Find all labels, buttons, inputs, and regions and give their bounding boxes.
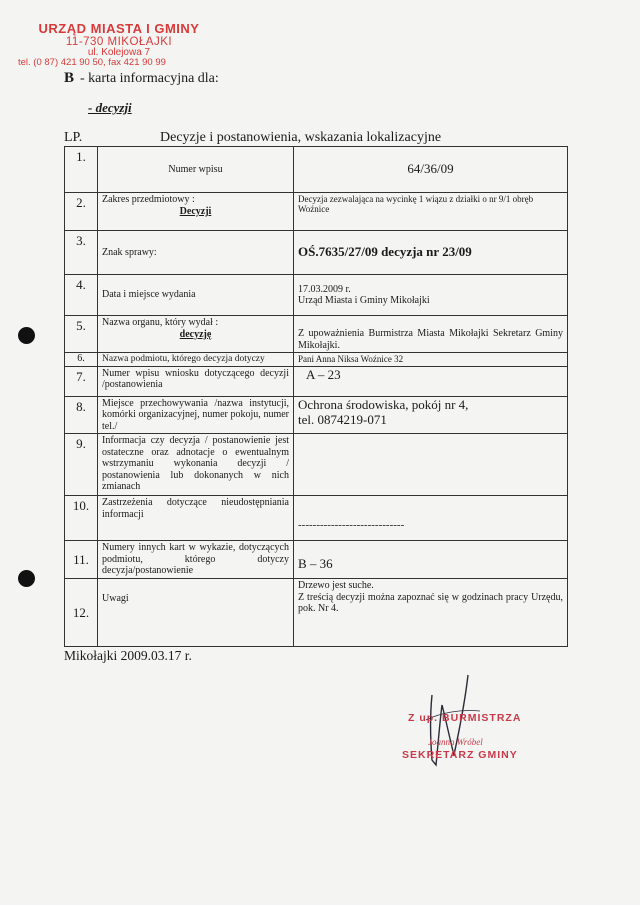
table-row — [65, 366, 568, 396]
row-label: Data i miejsce wydania — [98, 275, 294, 316]
row-value: ----------------------------- — [294, 496, 568, 541]
row-value — [294, 579, 568, 647]
row-number: 12. — [65, 579, 98, 647]
row-label: Informacja czy decyzja / postanowienie jest ostateczne oraz adnotacje o ewentualnym wstrzymaniu wykonania decyzji / postanowienia lub dokonanych w nich zmianach — [98, 434, 294, 496]
row-value: Z upoważnienia Burmistrza Miasta Mikołajki Sekretarz Gminy Mikołajki. — [294, 316, 568, 353]
row-label: Miejsce przechowywania /nazwa instytucji, komórki organizacyjnej, numer pokoju, numer tel./ — [98, 396, 294, 434]
table-row — [65, 147, 568, 193]
row-number: 9. — [65, 434, 98, 496]
card-letter: B — [64, 70, 75, 86]
row-label: Nazwa podmiotu, którego decyzja dotyczy — [98, 353, 294, 367]
row-label: Zastrzeżenia dotyczące nieudostępniania informacji — [98, 496, 294, 541]
stamp-street: ul. Kolejowa 7 — [87, 46, 151, 58]
table-row — [65, 275, 568, 316]
row-label — [98, 193, 294, 231]
table-row — [65, 193, 568, 231]
row-number: 4. — [65, 275, 98, 316]
row-label-emphasis: Decyzji — [179, 205, 212, 217]
card-title-text: - karta informacyjna dla: — [80, 71, 219, 86]
info-table — [64, 146, 568, 647]
row-label-text: Nazwa organu, który wydał : — [102, 317, 219, 328]
row-value — [294, 275, 568, 316]
card-title — [64, 70, 219, 87]
row-value-phone: tel. 0874219-071 — [298, 411, 387, 427]
row-label — [98, 316, 294, 353]
signature-stamp-line1: Z up. BURMISTRZA — [408, 712, 522, 724]
row-value: A – 23 — [294, 366, 568, 396]
table-row — [65, 396, 568, 434]
row-number: 1. — [65, 147, 98, 193]
office-stamp — [14, 22, 224, 68]
card-type: - decyzji — [88, 100, 132, 115]
row-value-note-2: Z treścią decyzji można zapoznać się w godzinach pracy Urzędu, pok. Nr 4. — [298, 591, 563, 615]
row-value-place: Urząd Miasta i Gminy Mikołajki — [298, 295, 430, 306]
table-row — [65, 496, 568, 541]
row-number: 2. — [65, 193, 98, 231]
punch-hole — [18, 570, 35, 587]
row-number: 11. — [65, 541, 98, 579]
row-label: Numer wpisu wniosku dotyczącego decyzji /postanowienia — [98, 366, 294, 396]
row-label: Uwagi — [98, 579, 294, 647]
row-label-emphasis: decyzję — [179, 328, 212, 340]
table-row — [65, 353, 568, 367]
row-number: 3. — [65, 231, 98, 275]
row-label: Numery innych kart w wykazie, dotyczących podmiotu, którego dotyczy decyzja/postanowienie — [98, 541, 294, 579]
row-number: 6. — [65, 353, 98, 367]
table-row — [65, 541, 568, 579]
row-label-text: Zakres przedmiotowy : — [102, 194, 195, 205]
table-title: Decyzje i postanowienia, wskazania lokalizacyjne — [160, 130, 442, 145]
row-value — [294, 434, 568, 496]
signature-stamp-name: Joanna Wróbel — [428, 737, 483, 747]
table-row — [65, 434, 568, 496]
row-value-place: Ochrona środowiska, pokój nr 4, — [298, 396, 469, 412]
row-label: Znak sprawy: — [98, 231, 294, 275]
table-row — [65, 231, 568, 275]
row-label: Numer wpisu — [98, 147, 294, 193]
row-value-note: Drzewo jest suche. — [298, 580, 374, 592]
punch-hole — [18, 327, 35, 344]
row-value: Pani Anna Niksa Woźnice 32 — [294, 353, 568, 367]
stamp-postcode: 11-730 MIKOŁAJKI — [65, 35, 173, 48]
lp-header: LP. — [64, 130, 83, 145]
stamp-office-name: URZĄD MIASTA I GMINY — [38, 21, 200, 36]
signature-stamp-line3: SEKRETARZ GMINY — [402, 749, 518, 761]
row-value-date: 17.03.2009 r. — [298, 283, 351, 295]
row-value: Decyzja zezwalająca na wycinkę 1 wiązu z działki o nr 9/1 obręb Woźnice — [294, 193, 568, 231]
row-value: OŚ.7635/27/09 decyzja nr 23/09 — [294, 231, 568, 275]
row-value: B – 36 — [294, 541, 568, 579]
row-number: 10. — [65, 496, 98, 541]
place-date: Mikołajki 2009.03.17 r. — [64, 648, 192, 663]
row-number: 5. — [65, 316, 98, 353]
row-number: 7. — [65, 366, 98, 396]
row-value: 64/36/09 — [294, 147, 568, 193]
row-number: 8. — [65, 396, 98, 434]
table-row — [65, 316, 568, 353]
row-value — [294, 396, 568, 434]
table-row — [65, 579, 568, 647]
stamp-phone: tel. (0 87) 421 90 50, fax 421 90 99 — [18, 57, 166, 69]
